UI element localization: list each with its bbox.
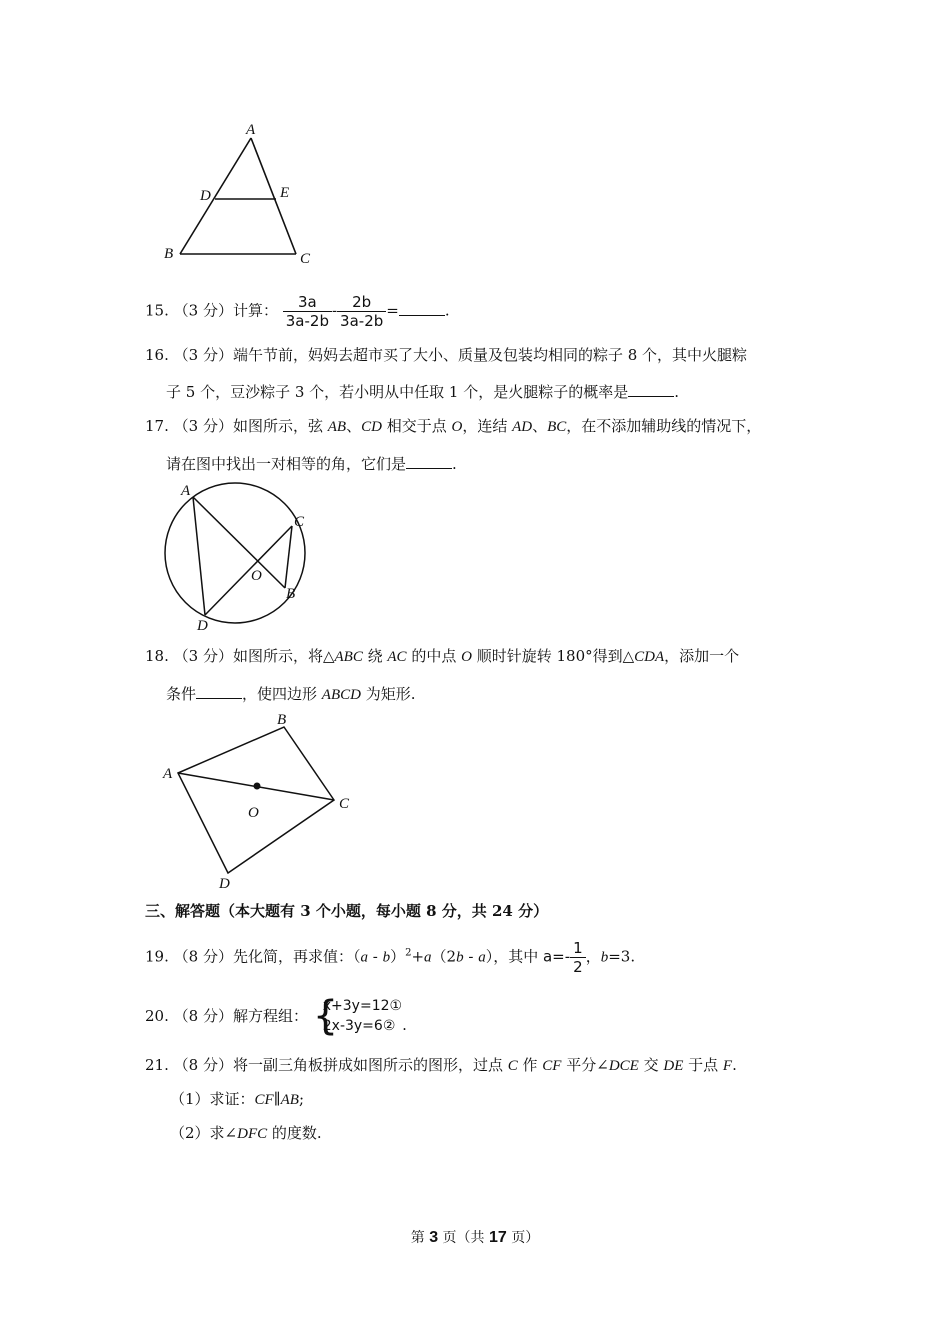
answer-blank <box>406 454 452 469</box>
question-17-line2: 请在图中找出一对相等的角，它们是 . <box>166 455 457 473</box>
question-15: 15. （3 分）计算： $\frac{3a}{3a-2b}$ - $\frac{2b}{3a-2b}$ = . <box>145 293 450 330</box>
question-18-line1: 18. （3 分）如图所示，将△ABC 绕 AC 的中点 O 顺时针旋转 180°得到△CDA，添加一个 <box>145 647 740 665</box>
question-16-line1: 16. （3 分）端午节前，妈妈去超市买了大小、质量及包装均相同的粽子 8 个，其中火腿粽 <box>145 346 748 364</box>
label-D: D <box>219 876 230 892</box>
question-21-part1: （1）求证：CF∥AB; <box>170 1090 305 1108</box>
circle-figure <box>155 480 325 635</box>
question-20: 20. （8 分）解方程组： { x+3y=12① 2x-3y=6② . <box>145 993 407 1039</box>
triangle-lines <box>180 138 296 254</box>
question-16-line2: 子 5 个，豆沙粽子 3 个，若小明从中任取 1 个，是火腿粽子的概率是 . <box>166 383 680 401</box>
question-17-line1: 17. （3 分）如图所示，弦 AB、CD 相交于点 O，连结 AD、BC，在不添加辅助线的情况下， <box>145 417 762 435</box>
label-O: O <box>248 805 259 821</box>
label-D: D <box>197 618 208 634</box>
fraction-2: $\frac{2b}{3a-2b}$ <box>337 293 386 330</box>
question-18-line2: 条件 ，使四边形 ABCD 为矩形. <box>166 685 416 703</box>
fraction-1: $\frac{3a}{3a-2b}$ <box>283 293 332 330</box>
question-21-line1: 21. （8 分）将一副三角板拼成如图所示的图形，过点 C 作 CF 平分∠DCE 交 DE 于点 F. <box>145 1056 737 1074</box>
triangle-figure <box>160 118 330 268</box>
label-B: B <box>164 246 174 262</box>
label-A: A <box>246 122 256 138</box>
page-footer: 第 3 页（共 17 页） <box>410 1229 540 1246</box>
quadrilateral-figure <box>155 710 365 895</box>
section-heading: 三、解答题（本大题有 3 个小题，每小题 8 分，共 24 分） <box>145 902 549 920</box>
fraction-half: $\frac{1}{2}$ <box>570 939 586 976</box>
label-D: D <box>200 188 211 204</box>
point-o <box>254 783 261 790</box>
label-C: C <box>339 796 350 812</box>
circle-lines <box>165 483 305 623</box>
label-A: A <box>181 483 191 499</box>
label-E: E <box>280 185 290 201</box>
question-21-part2: （2）求∠DFC 的度数. <box>170 1124 322 1142</box>
label-O: O <box>251 568 262 584</box>
label-B: B <box>286 586 296 602</box>
label-C: C <box>294 514 305 530</box>
label-A: A <box>163 766 173 782</box>
answer-blank <box>399 301 445 316</box>
equation-system: { x+3y=12① 2x-3y=6② <box>312 993 403 1039</box>
quad-lines <box>178 727 334 873</box>
answer-blank <box>628 382 674 397</box>
label-C: C <box>300 251 311 267</box>
answer-blank <box>196 684 242 699</box>
question-19: 19. （8 分）先化简，再求值：（a - b）$^2$+a（2b - a），其中 a=- $\frac{1}{2}$ ，b=3. <box>145 939 636 976</box>
label-B: B <box>277 712 287 728</box>
